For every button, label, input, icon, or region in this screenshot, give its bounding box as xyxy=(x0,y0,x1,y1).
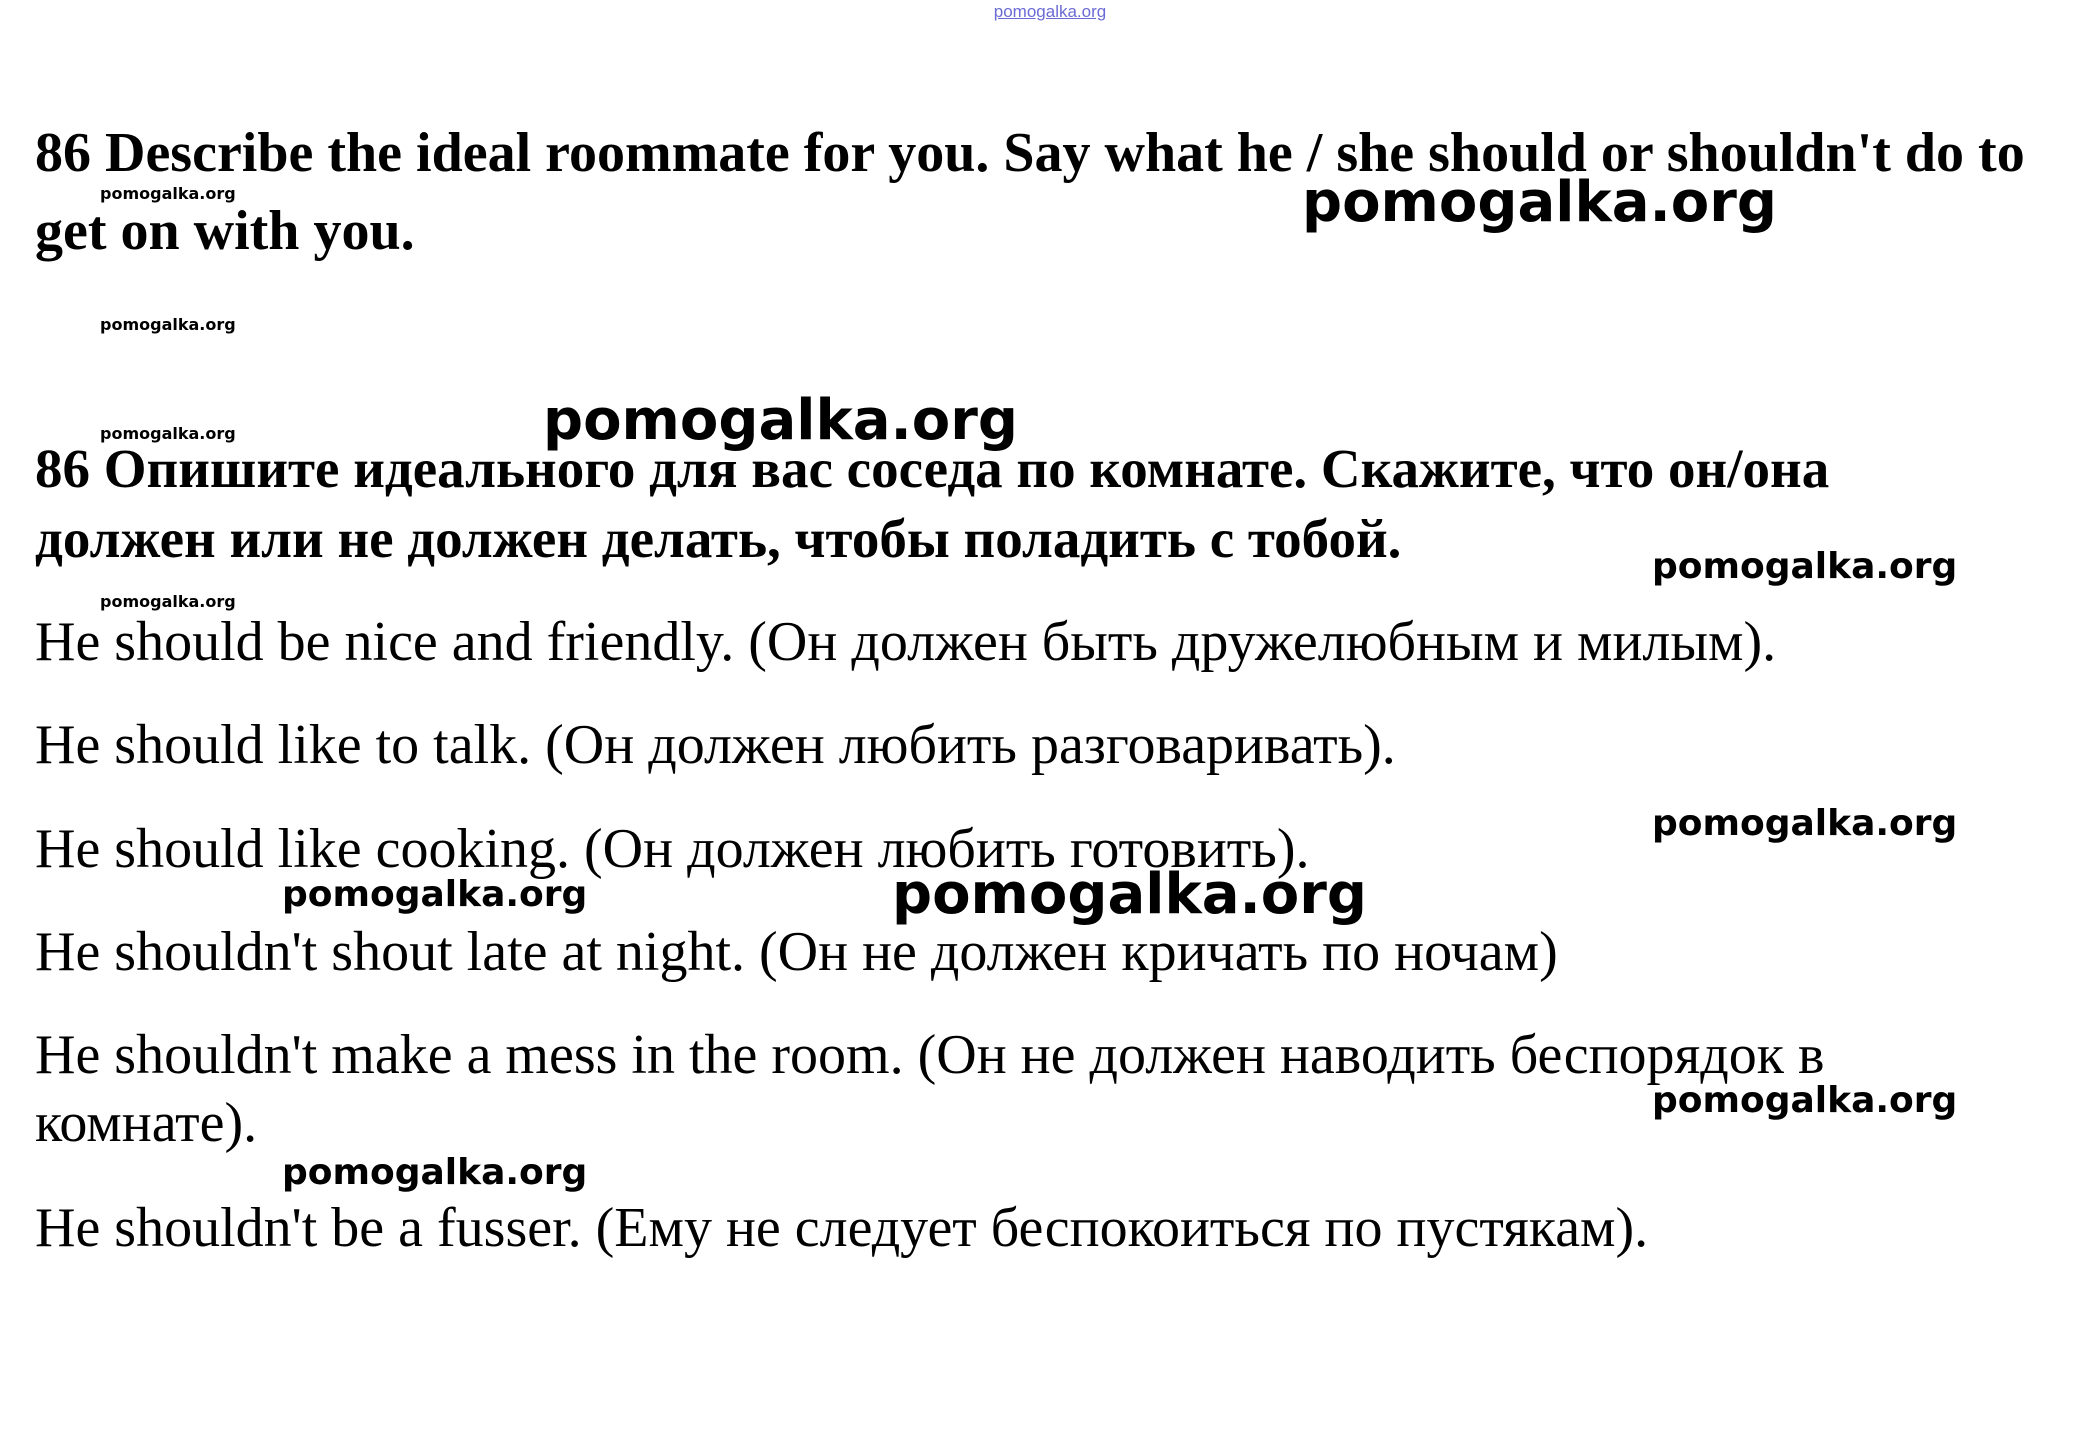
task-heading-russian-line-1: 86 Опишите идеального для вас соседа по комнате. Скажите, что он/она xyxy=(35,438,1830,499)
task-heading-english xyxy=(35,114,2025,270)
watermark: pomogalka.org xyxy=(1302,170,1777,235)
task-heading-russian xyxy=(35,434,1829,574)
answer-line-4: He shouldn't shout late at night. (Он не должен кричать по ночам) xyxy=(35,921,1558,983)
watermark: pomogalka.org xyxy=(1652,1080,1958,1121)
answer-line-2: He should like to talk. (Он должен любить разговаривать). xyxy=(35,714,1396,776)
answer-line-3: He should like cooking. (Он должен любить готовить). xyxy=(35,818,1310,880)
watermark: pomogalka.org xyxy=(100,315,236,334)
watermark: pomogalka.org xyxy=(282,1152,588,1193)
watermark: pomogalka.org xyxy=(1652,546,1958,587)
task-heading-english-text: 86 Describe the ideal roommate for you. Say what he / she should or shouldn't do to get on with you. xyxy=(35,122,2025,262)
answer-line-5: He shouldn't make a mess in the room. (Он не должен наводить беспорядок в комнате). xyxy=(35,1024,1825,1154)
task-heading-russian-line-2: должен или не должен делать, чтобы поладить с тобой. xyxy=(35,508,1402,569)
answer-line-6: He shouldn't be a fusser. (Ему не следует беспокоиться по пустякам). xyxy=(35,1197,1649,1259)
watermark: pomogalka.org xyxy=(1652,803,1958,844)
watermark: pomogalka.org xyxy=(100,592,236,611)
answer-line-1: He should be nice and friendly. (Он должен быть дружелюбным и милым). xyxy=(35,611,1777,673)
watermark: pomogalka.org xyxy=(892,862,1367,927)
watermark: pomogalka.org xyxy=(100,184,236,203)
site-link[interactable]: pomogalka.org xyxy=(993,2,1107,21)
watermark: pomogalka.org xyxy=(100,424,236,443)
watermark: pomogalka.org xyxy=(282,874,588,915)
watermark: pomogalka.org xyxy=(543,388,1018,453)
